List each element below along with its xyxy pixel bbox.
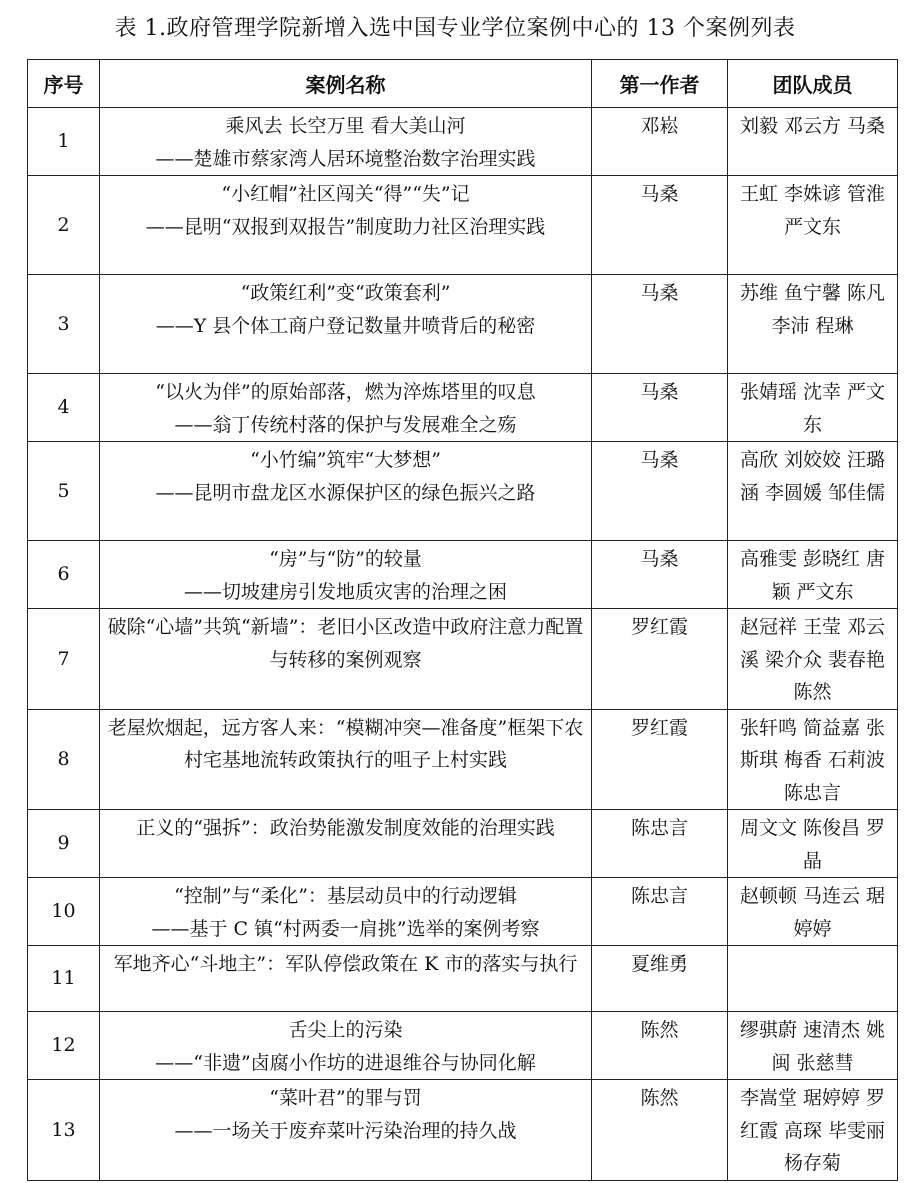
team-members-cell <box>728 108 898 176</box>
case-subtitle: ——切坡建房引发地质灾害的治理之困 <box>183 580 507 603</box>
team-members-cell <box>728 275 898 374</box>
row-number: 1 <box>28 108 100 176</box>
case-subtitle: ——“非遗”卤腐小作坊的进退维谷与协同化解 <box>155 1051 536 1074</box>
case-title: 破除“心墙”共筑“新墙”：老旧小区改造中政府注意力配置与转移的案例观察 <box>107 616 584 671</box>
case-title: “小红帽”社区闯关“得”“失”记 <box>221 183 470 205</box>
case-title: 老屋炊烟起，远方客人来：“模糊冲突—准备度”框架下农村宅基地流转政策执行的咀子上村实践 <box>107 716 584 771</box>
case-subtitle: ——昆明市盘龙区水源保护区的绿色振兴之路 <box>155 481 536 504</box>
team-members: 张婧瑶 沈幸 严文东 <box>739 381 886 436</box>
table-row <box>28 709 898 810</box>
table-row <box>28 946 898 1012</box>
case-name-cell <box>100 176 592 275</box>
case-name-cell <box>100 374 592 442</box>
first-author-cell: 马桑 <box>592 374 728 442</box>
row-number: 2 <box>28 176 100 275</box>
row-number: 11 <box>28 946 100 1012</box>
row-number: 8 <box>28 709 100 810</box>
table-row <box>28 1012 898 1080</box>
team-members: 周文文 陈俊昌 罗晶 <box>739 817 886 872</box>
first-author-cell: 陈然 <box>592 1080 728 1181</box>
case-title: 乘风去 长空万里 看大美山河 <box>225 115 466 137</box>
case-name-cell <box>100 810 592 878</box>
table-row <box>28 275 898 374</box>
row-number: 5 <box>28 442 100 541</box>
case-name-cell <box>100 442 592 541</box>
first-author-cell: 陈忠言 <box>592 810 728 878</box>
first-author-cell: 罗红霞 <box>592 609 728 710</box>
case-title: “菜叶君”的罪与罚 <box>269 1087 422 1109</box>
row-number: 13 <box>28 1080 100 1181</box>
team-members: 赵顿顿 马连云 琚婷婷 <box>739 885 886 940</box>
team-members-cell <box>728 1080 898 1181</box>
case-name-cell <box>100 108 592 176</box>
table-header-row <box>28 60 898 108</box>
team-members-cell <box>728 709 898 810</box>
case-title: “小竹编”筑牢“大梦想” <box>250 449 441 471</box>
table-caption: 表 1.政府管理学院新增入选中国专业学位案例中心的 13 个案例列表 <box>114 16 796 41</box>
case-subtitle: ——翁丁传统村落的保护与发展难全之殇 <box>174 413 517 436</box>
case-name-cell <box>100 609 592 710</box>
first-author-cell: 夏维勇 <box>592 946 728 1012</box>
table-row <box>28 1080 898 1181</box>
team-members-cell <box>728 541 898 609</box>
case-title: “以火为伴”的原始部落，燃为淬炼塔里的叹息 <box>155 381 536 403</box>
table-row <box>28 442 898 541</box>
header-seq: 序号 <box>28 60 100 108</box>
table-row <box>28 878 898 946</box>
case-name-cell <box>100 709 592 810</box>
first-author-cell: 马桑 <box>592 442 728 541</box>
team-members-cell <box>728 810 898 878</box>
row-number: 3 <box>28 275 100 374</box>
team-members: 苏维 鱼宁馨 陈凡 李沛 程琳 <box>739 282 886 337</box>
team-members: 刘毅 邓云方 马桑 <box>739 115 886 137</box>
team-members: 王虹 李姝谚 管淮 严文东 <box>739 183 886 238</box>
team-members: 缪骐蔚 速清杰 姚闽 张慈彗 <box>739 1019 886 1074</box>
case-name-cell <box>100 1080 592 1181</box>
case-title: “房”与“防”的较量 <box>269 548 422 570</box>
first-author-cell: 马桑 <box>592 275 728 374</box>
case-name-cell <box>100 275 592 374</box>
case-title: “政策红利”变“政策套利” <box>240 282 451 304</box>
first-author-cell: 陈忠言 <box>592 878 728 946</box>
case-name-cell <box>100 1012 592 1080</box>
table-row <box>28 374 898 442</box>
case-subtitle: ——Y 县个体工商户登记数量井喷背后的秘密 <box>155 314 536 337</box>
table-row <box>28 810 898 878</box>
header-first-author: 第一作者 <box>592 60 728 108</box>
team-members-cell <box>728 1012 898 1080</box>
team-members-cell <box>728 946 898 1012</box>
row-number: 7 <box>28 609 100 710</box>
case-subtitle: ——楚雄市蔡家湾人居环境整治数字治理实践 <box>155 147 536 170</box>
team-members: 高欣 刘姣姣 汪璐涵 李圆媛 邹佳儒 <box>739 449 886 504</box>
team-members: 高雅雯 彭晓红 唐颖 严文东 <box>739 548 886 603</box>
team-members-cell <box>728 176 898 275</box>
row-number: 6 <box>28 541 100 609</box>
case-name-cell <box>100 878 592 946</box>
team-members: 李嵩堂 琚婷婷 罗红霞 高琛 毕雯丽 杨存菊 <box>739 1087 886 1174</box>
team-members-cell <box>728 878 898 946</box>
table-row <box>28 541 898 609</box>
team-members-cell <box>728 374 898 442</box>
row-number: 4 <box>28 374 100 442</box>
case-title: 军地齐心“斗地主”：军队停偿政策在 K 市的落实与执行 <box>113 953 578 975</box>
case-subtitle: ——一场关于废弃菜叶污染治理的持久战 <box>174 1119 517 1142</box>
row-number: 12 <box>28 1012 100 1080</box>
row-number: 9 <box>28 810 100 878</box>
case-title: 舌尖上的污染 <box>288 1019 403 1041</box>
team-members: 张轩鸣 简益嘉 张斯琪 梅香 石莉波 陈忠言 <box>739 716 886 804</box>
team-members-cell <box>728 609 898 710</box>
case-title: 正义的“强拆”：政治势能激发制度效能的治理实践 <box>136 817 555 839</box>
case-table <box>27 59 898 1181</box>
table-row <box>28 609 898 710</box>
case-subtitle: ——昆明“双报到双报告”制度助力社区治理实践 <box>145 215 546 238</box>
case-title: “控制”与“柔化”：基层动员中的行动逻辑 <box>174 885 517 907</box>
team-members: 赵冠祥 王莹 邓云溪 梁介众 裴春艳 陈然 <box>739 616 886 703</box>
table-row <box>28 176 898 275</box>
case-subtitle: ——基于 C 镇“村两委一肩挑”选举的案例考察 <box>151 917 540 940</box>
first-author-cell: 邓崧 <box>592 108 728 176</box>
case-name-cell <box>100 541 592 609</box>
row-number: 10 <box>28 878 100 946</box>
table-row <box>28 108 898 176</box>
first-author-cell: 罗红霞 <box>592 709 728 810</box>
team-members-cell <box>728 442 898 541</box>
first-author-cell: 马桑 <box>592 541 728 609</box>
header-case-name: 案例名称 <box>100 60 592 108</box>
first-author-cell: 陈然 <box>592 1012 728 1080</box>
case-name-cell <box>100 946 592 1012</box>
header-team-members: 团队成员 <box>728 60 898 108</box>
first-author-cell: 马桑 <box>592 176 728 275</box>
